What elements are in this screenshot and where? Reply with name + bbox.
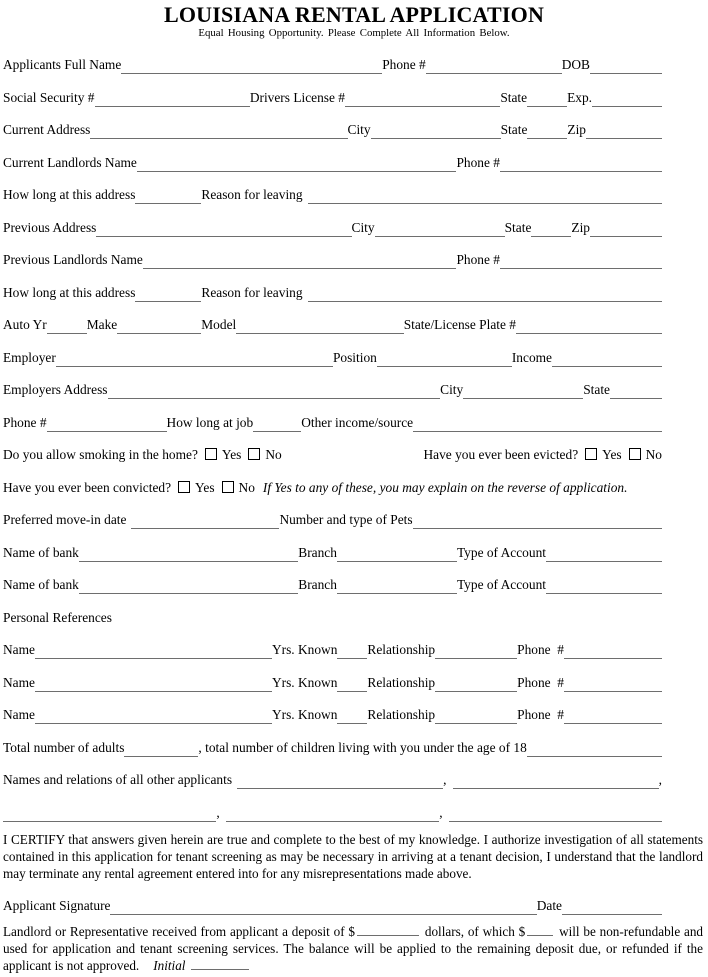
personal-references-heading: Personal References bbox=[3, 609, 112, 625]
field-label: State bbox=[583, 382, 610, 398]
field-label: Previous Landlords Name bbox=[3, 252, 143, 268]
field-label: Yrs. Known bbox=[271, 707, 338, 723]
personal-references-row bbox=[3, 597, 662, 630]
field-label: Name of bank bbox=[3, 577, 79, 593]
field-label: Phone # bbox=[3, 414, 47, 430]
field-label: Drivers License # bbox=[249, 89, 345, 105]
field-label: Name bbox=[3, 642, 35, 658]
field-label: Applicant Signature bbox=[3, 898, 111, 914]
current-landlord-row bbox=[3, 142, 662, 175]
ref3-phone-line[interactable] bbox=[564, 707, 662, 724]
field-label: Yrs. Known bbox=[271, 642, 338, 658]
current-address-row bbox=[3, 109, 662, 142]
field-label: How long at this address bbox=[3, 187, 136, 203]
field-label: Other income/source bbox=[301, 414, 414, 430]
drivers-license-line[interactable] bbox=[345, 90, 500, 107]
previous-reason-line[interactable] bbox=[308, 285, 662, 302]
checkbox-label: No bbox=[645, 447, 662, 463]
field-label: Model bbox=[201, 317, 237, 333]
field-label: Type of Account bbox=[456, 577, 546, 593]
signature-section bbox=[0, 885, 708, 918]
signature-row bbox=[3, 885, 662, 918]
auto-year-line[interactable] bbox=[47, 317, 87, 334]
field-label: State bbox=[500, 122, 528, 138]
current-landlord-name-line[interactable] bbox=[137, 155, 457, 172]
field-label: Zip bbox=[567, 122, 586, 138]
work-phone-row bbox=[3, 402, 662, 435]
field-label: Position bbox=[332, 349, 377, 365]
other-applicant5-line[interactable] bbox=[449, 805, 662, 822]
field-label: State bbox=[500, 89, 528, 105]
license-plate-line[interactable] bbox=[516, 317, 662, 334]
previous-landlord-phone-line[interactable] bbox=[500, 252, 662, 269]
move-in-row bbox=[3, 499, 662, 532]
job-duration-line[interactable] bbox=[253, 415, 301, 432]
evicted-yes-checkbox-option bbox=[585, 447, 621, 463]
field-label: Yrs. Known bbox=[271, 674, 338, 690]
field-label: Have you ever been convicted? bbox=[3, 479, 172, 495]
ref1-relationship-line[interactable] bbox=[435, 642, 517, 659]
pets-line[interactable] bbox=[413, 512, 662, 529]
field-label: How long at job bbox=[166, 414, 254, 430]
field-label: Reason for leaving bbox=[201, 284, 303, 300]
bank1-branch-line[interactable] bbox=[337, 545, 457, 562]
field-label: Current Landlords Name bbox=[3, 154, 137, 170]
ssn-line[interactable] bbox=[95, 90, 250, 107]
field-label: , total number of children living with you under the age of 18 bbox=[198, 739, 527, 755]
dob-line[interactable] bbox=[590, 57, 662, 74]
form-subtitle: Equal Housing Opportunity. Please Complete All Information Below. bbox=[198, 27, 510, 40]
bank2-row bbox=[3, 564, 662, 597]
bank2-name-line[interactable] bbox=[79, 577, 298, 594]
field-label: , bbox=[439, 804, 443, 820]
field-label: Make bbox=[86, 317, 118, 333]
current-reason-line[interactable] bbox=[308, 187, 662, 204]
auto-model-line[interactable] bbox=[236, 317, 403, 334]
other-income-line[interactable] bbox=[413, 415, 662, 432]
bank2-branch-line[interactable] bbox=[337, 577, 457, 594]
field-label: Branch bbox=[298, 544, 337, 560]
initial-label: Initial bbox=[153, 957, 186, 973]
field-label: City bbox=[347, 122, 371, 138]
smoking-yes-checkbox[interactable] bbox=[205, 448, 217, 460]
reference1-row bbox=[3, 629, 662, 662]
field-label: Social Security # bbox=[3, 89, 95, 105]
field-label: Phone # bbox=[517, 707, 564, 723]
field-label: Relationship bbox=[367, 642, 436, 658]
initial-line[interactable] bbox=[191, 958, 249, 970]
other-applicant2-line[interactable] bbox=[453, 772, 659, 789]
field-label: City bbox=[351, 219, 375, 235]
field-label: Total number of adults bbox=[3, 739, 125, 755]
field-label: Do you allow smoking in the home? bbox=[3, 447, 198, 463]
previous-state-line[interactable] bbox=[531, 220, 571, 237]
adults-count-line[interactable] bbox=[124, 740, 198, 757]
applicant-name-row bbox=[3, 44, 662, 77]
field-label: How long at this address bbox=[3, 284, 136, 300]
other-applicants-row-1 bbox=[3, 759, 662, 792]
other-applicant1-line[interactable] bbox=[237, 772, 443, 789]
applicant-full-name-line[interactable] bbox=[121, 57, 382, 74]
field-label: Have you ever been evicted? bbox=[423, 447, 579, 463]
convicted-yes-checkbox[interactable] bbox=[178, 481, 190, 493]
phone-line[interactable] bbox=[426, 57, 562, 74]
field-label: , bbox=[658, 772, 662, 788]
ref1-name-line[interactable] bbox=[35, 642, 272, 659]
field-label: Date bbox=[536, 898, 562, 914]
current-duration-line[interactable] bbox=[135, 187, 201, 204]
field-label: DOB bbox=[561, 57, 590, 73]
evicted-no-checkbox[interactable] bbox=[629, 448, 641, 460]
checkbox-label: Yes bbox=[602, 447, 622, 463]
employer-address-line[interactable] bbox=[108, 382, 441, 399]
field-label: Preferred move-in date bbox=[3, 512, 127, 528]
field-label: Employers Address bbox=[3, 382, 108, 398]
move-in-date-line[interactable] bbox=[131, 512, 279, 529]
auto-make-line[interactable] bbox=[117, 317, 201, 334]
ref2-name-line[interactable] bbox=[35, 675, 272, 692]
field-label: Name bbox=[3, 674, 35, 690]
household-count-row bbox=[3, 727, 662, 760]
deposit-text-1: Landlord or Representative received from applicant a deposit of $ bbox=[3, 923, 356, 939]
position-line[interactable] bbox=[377, 350, 512, 367]
form-title: LOUISIANA RENTAL APPLICATION bbox=[163, 2, 545, 27]
ref3-years-line[interactable] bbox=[337, 707, 367, 724]
smoking-no-checkbox[interactable] bbox=[248, 448, 260, 460]
smoking-evicted-row bbox=[3, 434, 662, 467]
form-rows bbox=[0, 44, 708, 824]
field-label: Branch bbox=[298, 577, 337, 593]
field-label: , bbox=[443, 772, 447, 788]
previous-landlord-name-line[interactable] bbox=[143, 252, 457, 269]
ref1-years-line[interactable] bbox=[337, 642, 367, 659]
checkbox-label: No bbox=[265, 447, 282, 463]
convicted-no-checkbox[interactable] bbox=[222, 481, 234, 493]
field-label: Phone # bbox=[517, 642, 564, 658]
bank1-row bbox=[3, 532, 662, 565]
field-label: Phone # bbox=[382, 57, 426, 73]
applicant-signature-line[interactable] bbox=[110, 898, 536, 915]
reference2-row bbox=[3, 662, 662, 695]
field-label: Current Address bbox=[3, 122, 91, 138]
current-city-line[interactable] bbox=[371, 122, 501, 139]
other-applicant4-line[interactable] bbox=[226, 805, 439, 822]
ref3-name-line[interactable] bbox=[35, 707, 272, 724]
bank1-account-type-line[interactable] bbox=[546, 545, 662, 562]
field-label: Employer bbox=[3, 349, 56, 365]
ref3-relationship-line[interactable] bbox=[435, 707, 517, 724]
field-label: State bbox=[504, 219, 532, 235]
field-label: Number and type of Pets bbox=[279, 512, 413, 528]
checkbox-label: Yes bbox=[221, 447, 242, 463]
convicted-no-checkbox-option bbox=[222, 480, 255, 496]
convicted-yes-checkbox-option bbox=[178, 480, 214, 496]
smoking-no-checkbox-option bbox=[248, 447, 281, 463]
evicted-no-checkbox-option bbox=[629, 447, 662, 463]
employer-city-line[interactable] bbox=[463, 382, 583, 399]
field-label: Reason for leaving bbox=[201, 187, 303, 203]
field-label: Zip bbox=[571, 219, 590, 235]
ref1-phone-line[interactable] bbox=[564, 642, 662, 659]
employer-line[interactable] bbox=[56, 350, 333, 367]
deposit-amount-line[interactable] bbox=[357, 924, 419, 936]
field-label: Name bbox=[3, 707, 35, 723]
previous-zip-line[interactable] bbox=[590, 220, 662, 237]
field-label: , bbox=[216, 804, 220, 820]
evicted-yes-checkbox[interactable] bbox=[585, 448, 597, 460]
field-label: State/License Plate # bbox=[403, 317, 516, 333]
nonrefundable-amount-line[interactable] bbox=[527, 924, 553, 936]
other-applicants-row-2 bbox=[3, 792, 662, 825]
other-applicant3-line[interactable] bbox=[3, 805, 216, 822]
field-label: Exp. bbox=[567, 89, 593, 105]
convicted-row bbox=[3, 467, 662, 500]
current-state-line[interactable] bbox=[527, 122, 567, 139]
children-count-line[interactable] bbox=[527, 740, 662, 757]
field-label: Phone # bbox=[456, 252, 500, 268]
smoking-yes-checkbox-option bbox=[205, 447, 241, 463]
previous-city-line[interactable] bbox=[375, 220, 505, 237]
current-landlord-phone-line[interactable] bbox=[500, 155, 662, 172]
current-zip-line[interactable] bbox=[586, 122, 662, 139]
field-label: Income bbox=[511, 349, 552, 365]
field-label: Applicants Full Name bbox=[3, 57, 122, 73]
field-label: Phone # bbox=[456, 154, 500, 170]
checkbox-label: No bbox=[238, 479, 255, 495]
field-label: Phone # bbox=[517, 674, 564, 690]
previous-duration-line[interactable] bbox=[135, 285, 201, 302]
bank1-name-line[interactable] bbox=[79, 545, 298, 562]
deposit-text-2: dollars, of which $ bbox=[424, 923, 526, 939]
field-label: Name of bank bbox=[3, 544, 79, 560]
bank2-account-type-line[interactable] bbox=[546, 577, 662, 594]
auto-row bbox=[3, 304, 662, 337]
employer-address-row bbox=[3, 369, 662, 402]
identification-row bbox=[3, 77, 662, 110]
field-label: Previous Address bbox=[3, 219, 97, 235]
income-line[interactable] bbox=[552, 350, 662, 367]
explain-note: If Yes to any of these, you may explain on the reverse of application. bbox=[262, 479, 628, 495]
ref2-phone-line[interactable] bbox=[564, 675, 662, 692]
ref2-years-line[interactable] bbox=[337, 675, 367, 692]
previous-landlord-row bbox=[3, 239, 662, 272]
ref2-relationship-line[interactable] bbox=[435, 675, 517, 692]
date-line[interactable] bbox=[562, 898, 662, 915]
previous-address-row bbox=[3, 207, 662, 240]
deposit-paragraph bbox=[0, 923, 708, 974]
certify-paragraph: I CERTIFY that answers given herein are true and complete to the best of my knowledge. I authorize investigation of all statements contained in this application for tenant screening as may be necessary in arriving at a tenant decision, I understand that the landlord may terminate any rental agreement entered into for any misrepresentations made above. bbox=[3, 832, 703, 882]
field-label: Type of Account bbox=[456, 544, 546, 560]
previous-address-line[interactable] bbox=[96, 220, 351, 237]
field-label: Auto Yr bbox=[3, 317, 47, 333]
current-duration-row bbox=[3, 174, 662, 207]
reference3-row bbox=[3, 694, 662, 727]
field-label: Relationship bbox=[367, 707, 436, 723]
license-state-line[interactable] bbox=[527, 90, 567, 107]
checkbox-label: Yes bbox=[195, 479, 215, 495]
field-label: City bbox=[440, 382, 464, 398]
license-exp-line[interactable] bbox=[592, 90, 662, 107]
previous-duration-row bbox=[3, 272, 662, 305]
work-phone-line[interactable] bbox=[47, 415, 167, 432]
employer-row bbox=[3, 337, 662, 370]
field-label: Names and relations of all other applicants bbox=[3, 772, 233, 788]
current-address-line[interactable] bbox=[90, 122, 347, 139]
employer-state-line[interactable] bbox=[610, 382, 662, 399]
field-label: Relationship bbox=[367, 674, 436, 690]
deposit-text-3: will be non-refundable and used for application and tenant screening services. The balance will be applied to the remaining deposit due, or refunded if the applicant is not approved. bbox=[3, 923, 704, 973]
